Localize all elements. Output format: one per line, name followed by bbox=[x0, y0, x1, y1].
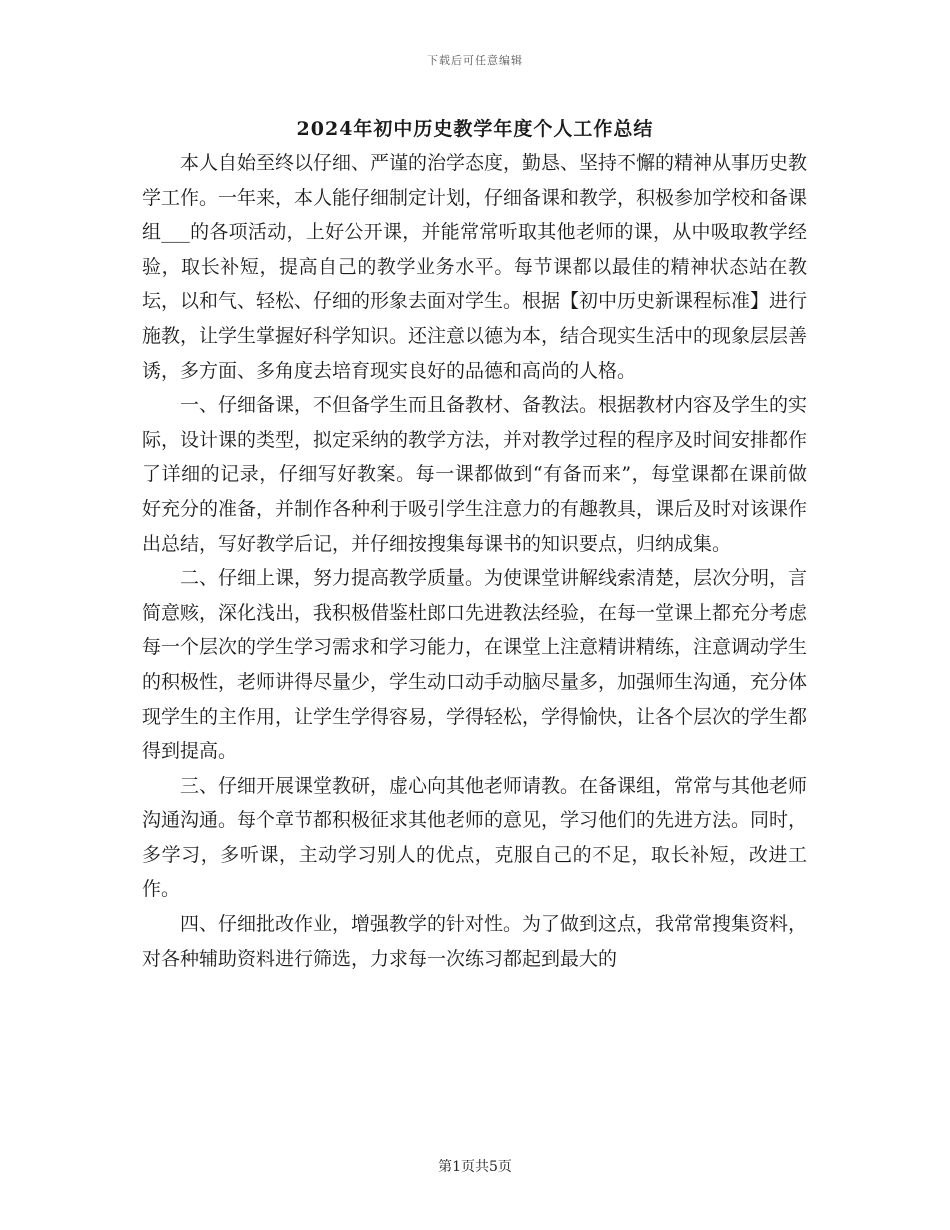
document-title: 2024年初中历史教学年度个人工作总结 bbox=[296, 118, 654, 140]
document-body bbox=[142, 146, 807, 976]
paragraph-teaching-research: 三、仔细开展课堂教研，虚心向其他老师请教。在备课组，常常与其他老师沟通沟通。每个章节都积极征求其他老师的意见，学习他们的先进方法。同时，多学习，多听课，主动学习别人的优点，克服自己的不足，取长补短，改进工作。 bbox=[142, 774, 808, 901]
paragraph-intro: 本人自始至终以仔细、严谨的治学态度，勤恳、坚持不懈的精神从事历史教学工作。一年来，本人能仔细制定计划，仔细备课和教学，积极参加学校和备课组___的各项活动，上好公开课，并能常常听取其他老师的课，从中吸取教学经验，取长补短，提高自己的教学业务水平。每节课都以最佳的精神状态站在教坛，以和气、轻松、仔细的形象去面对学生。根据【初中历史新课程标准】进行施教，让学生掌握好科学知识。还注意以德为本，结合现实生活中的现象层层善诱，多方面、多角度去培育现实良好的品德和高尚的人格。 bbox=[142, 152, 808, 382]
page-number: 第1页共5页 bbox=[438, 1159, 512, 1175]
paragraph-teaching-quality: 二、仔细上课，努力提高教学质量。为使课堂讲解线索清楚，层次分明，言简意赅，深化浅出，我积极借鉴杜郎口先进教法经验，在每一堂课上都充分考虑每一个层次的学生学习需求和学习能力，在课堂上注意精讲精练，注意调动学生的积极性，老师讲得尽量少，学生动口动手动脑尽量多，加强师生沟通，充分体现学生的主作用，让学生学得容易，学得轻松，学得愉快，让各个层次的学生都得到提高。 bbox=[142, 567, 808, 763]
paragraph-homework-correction: 四、仔细批改作业，增强教学的针对性。为了做到这点，我常常搜集资料，对各种辅助资料进行筛选，力求每一次练习都起到最大的 bbox=[142, 913, 808, 970]
paragraph-lesson-preparation: 一、仔细备课，不但备学生而且备教材、备教法。根据教材内容及学生的实际，设计课的类型，拟定采纳的教学方法，并对教学过程的程序及时间安排都作了详细的记录，仔细写好教案。每一课都做到“有备而来”，每堂课都在课前做好充分的准备，并制作各种利于吸引学生注意力的有趣教具，课后及时对该课作出总结，写好教学后记，并仔细按搜集每课书的知识要点，归纳成集。 bbox=[142, 394, 808, 555]
page-header-note: 下载后可任意编辑 bbox=[427, 54, 523, 67]
